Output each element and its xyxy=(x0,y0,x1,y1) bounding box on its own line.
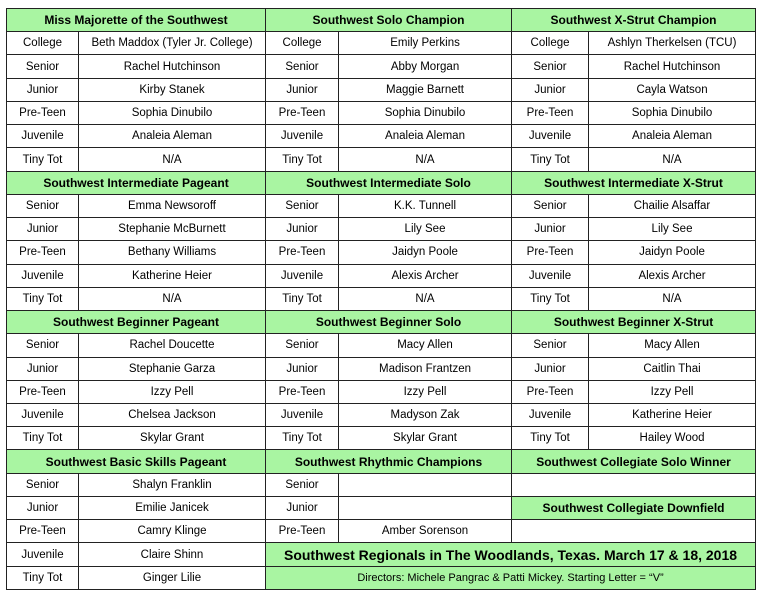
division-label: Junior xyxy=(7,78,79,101)
winner-name: Emma Newsoroff xyxy=(79,194,266,217)
winner-name: Rachel Doucette xyxy=(79,334,266,357)
winner-name: Chelsea Jackson xyxy=(79,403,266,426)
table-row xyxy=(7,78,756,101)
division-label: Junior xyxy=(266,357,339,380)
winner-name: Izzy Pell xyxy=(79,380,266,403)
division-label: Junior xyxy=(7,496,79,519)
division-label: Tiny Tot xyxy=(512,287,589,310)
winner-name: Camry Klinge xyxy=(79,520,266,543)
collegiate-downfield-cell xyxy=(512,520,756,543)
winner-name: Macy Allen xyxy=(589,334,756,357)
winner-name: Analeia Aleman xyxy=(589,125,756,148)
winner-name: Alexis Archer xyxy=(339,264,512,287)
winner-name: Jaidyn Poole xyxy=(339,241,512,264)
division-label: Senior xyxy=(266,473,339,496)
division-label: College xyxy=(512,32,589,55)
table-row xyxy=(7,148,756,171)
winner-name: K.K. Tunnell xyxy=(339,194,512,217)
division-label: Junior xyxy=(7,218,79,241)
winner-name: Hailey Wood xyxy=(589,427,756,450)
winner-name: N/A xyxy=(339,148,512,171)
division-label: Senior xyxy=(512,194,589,217)
division-label: Junior xyxy=(512,218,589,241)
division-label: Tiny Tot xyxy=(7,566,79,589)
division-label: Senior xyxy=(7,473,79,496)
winner-name: N/A xyxy=(79,287,266,310)
division-label: Senior xyxy=(266,334,339,357)
table-row xyxy=(7,264,756,287)
division-label: Juvenile xyxy=(512,264,589,287)
division-label: Junior xyxy=(266,496,339,519)
collegiate-solo-winner-cell xyxy=(512,473,756,496)
winner-name: Katherine Heier xyxy=(589,403,756,426)
division-label: Pre-Teen xyxy=(266,520,339,543)
category-title: Southwest Intermediate Pageant xyxy=(7,171,266,194)
category-title: Southwest Beginner Pageant xyxy=(7,311,266,334)
table-row xyxy=(7,566,756,589)
table-row xyxy=(7,543,756,566)
section-header-row xyxy=(7,9,756,32)
results-table-body xyxy=(7,9,756,590)
division-label: Senior xyxy=(266,194,339,217)
table-row xyxy=(7,32,756,55)
division-label: Juvenile xyxy=(7,543,79,566)
division-label: Junior xyxy=(7,357,79,380)
division-label: College xyxy=(7,32,79,55)
division-label: Pre-Teen xyxy=(512,241,589,264)
winner-name: Kirby Stanek xyxy=(79,78,266,101)
table-row xyxy=(7,287,756,310)
winner-name: Madyson Zak xyxy=(339,403,512,426)
division-label: Pre-Teen xyxy=(7,520,79,543)
winner-name xyxy=(339,473,512,496)
division-label: Tiny Tot xyxy=(7,287,79,310)
category-title: Southwest Collegiate Solo Winner xyxy=(512,450,756,473)
winner-name: Skylar Grant xyxy=(79,427,266,450)
division-label: Juvenile xyxy=(266,264,339,287)
division-label: Tiny Tot xyxy=(266,287,339,310)
winner-name: Katherine Heier xyxy=(79,264,266,287)
winner-name: N/A xyxy=(339,287,512,310)
table-row xyxy=(7,194,756,217)
category-title: Southwest Collegiate Downfield xyxy=(512,496,756,519)
division-label: Junior xyxy=(512,78,589,101)
division-label: Senior xyxy=(266,55,339,78)
winner-name: Macy Allen xyxy=(339,334,512,357)
winner-name: Sophia Dinubilo xyxy=(339,101,512,124)
category-title: Southwest Solo Champion xyxy=(266,9,512,32)
division-label: Senior xyxy=(7,334,79,357)
winner-name: Lily See xyxy=(589,218,756,241)
division-label: Juvenile xyxy=(7,125,79,148)
winner-name: N/A xyxy=(79,148,266,171)
winner-name: Cayla Watson xyxy=(589,78,756,101)
winner-name: Ginger Lilie xyxy=(79,566,266,589)
section-header-row xyxy=(7,311,756,334)
directors-note: Directors: Michele Pangrac & Patti Mickey. Starting Letter = “V” xyxy=(266,566,756,589)
winner-name: Izzy Pell xyxy=(589,380,756,403)
division-label: Junior xyxy=(266,78,339,101)
division-label: Pre-Teen xyxy=(7,380,79,403)
category-title: Southwest Beginner X-Strut xyxy=(512,311,756,334)
division-label: Tiny Tot xyxy=(266,148,339,171)
table-row xyxy=(7,357,756,380)
winner-name: Sophia Dinubilo xyxy=(589,101,756,124)
winner-name: Emily Perkins xyxy=(339,32,512,55)
division-label: Senior xyxy=(7,194,79,217)
section-header-row xyxy=(7,171,756,194)
event-banner: Southwest Regionals in The Woodlands, Texas. March 17 & 18, 2018 xyxy=(266,543,756,566)
division-label: Pre-Teen xyxy=(512,101,589,124)
winner-name: N/A xyxy=(589,148,756,171)
category-title: Southwest X-Strut Champion xyxy=(512,9,756,32)
table-row xyxy=(7,403,756,426)
winner-name: Chailie Alsaffar xyxy=(589,194,756,217)
winner-name: Lily See xyxy=(339,218,512,241)
division-label: Juvenile xyxy=(512,403,589,426)
winner-name: Ashlyn Therkelsen (TCU) xyxy=(589,32,756,55)
division-label: Pre-Teen xyxy=(266,101,339,124)
table-row xyxy=(7,380,756,403)
table-row xyxy=(7,496,756,519)
division-label: Senior xyxy=(7,55,79,78)
winner-name: Stephanie McBurnett xyxy=(79,218,266,241)
winner-name: Emilie Janicek xyxy=(79,496,266,519)
winner-name: Claire Shinn xyxy=(79,543,266,566)
table-row xyxy=(7,125,756,148)
division-label: Tiny Tot xyxy=(512,148,589,171)
category-title: Southwest Beginner Solo xyxy=(266,311,512,334)
table-row xyxy=(7,241,756,264)
winner-name: Sophia Dinubilo xyxy=(79,101,266,124)
division-label: Pre-Teen xyxy=(7,241,79,264)
winner-name: Rachel Hutchinson xyxy=(589,55,756,78)
winner-name: Beth Maddox (Tyler Jr. College) xyxy=(79,32,266,55)
division-label: Tiny Tot xyxy=(512,427,589,450)
category-title: Southwest Intermediate X-Strut xyxy=(512,171,756,194)
division-label: Senior xyxy=(512,334,589,357)
winner-name: Izzy Pell xyxy=(339,380,512,403)
table-row xyxy=(7,427,756,450)
winner-name: Shalyn Franklin xyxy=(79,473,266,496)
winner-name: Analeia Aleman xyxy=(79,125,266,148)
division-label: Tiny Tot xyxy=(7,148,79,171)
winner-name: Jaidyn Poole xyxy=(589,241,756,264)
winner-name xyxy=(339,496,512,519)
division-label: Junior xyxy=(266,218,339,241)
division-label: Juvenile xyxy=(266,403,339,426)
winner-name: N/A xyxy=(589,287,756,310)
table-row xyxy=(7,334,756,357)
category-title: Miss Majorette of the Southwest xyxy=(7,9,266,32)
division-label: Tiny Tot xyxy=(7,427,79,450)
table-row xyxy=(7,520,756,543)
division-label: Juvenile xyxy=(266,125,339,148)
winner-name: Skylar Grant xyxy=(339,427,512,450)
winner-name: Abby Morgan xyxy=(339,55,512,78)
table-row xyxy=(7,55,756,78)
division-label: Juvenile xyxy=(7,403,79,426)
winner-name: Bethany Williams xyxy=(79,241,266,264)
results-table xyxy=(6,8,756,590)
table-row xyxy=(7,473,756,496)
division-label: Pre-Teen xyxy=(266,380,339,403)
division-label: Senior xyxy=(512,55,589,78)
winner-name: Stephanie Garza xyxy=(79,357,266,380)
winner-name: Analeia Aleman xyxy=(339,125,512,148)
division-label: Juvenile xyxy=(7,264,79,287)
division-label: Pre-Teen xyxy=(7,101,79,124)
winner-name: Caitlin Thai xyxy=(589,357,756,380)
division-label: Tiny Tot xyxy=(266,427,339,450)
division-label: Pre-Teen xyxy=(266,241,339,264)
division-label: Junior xyxy=(512,357,589,380)
winner-name: Rachel Hutchinson xyxy=(79,55,266,78)
winner-name: Amber Sorenson xyxy=(339,520,512,543)
division-label: Juvenile xyxy=(512,125,589,148)
table-row xyxy=(7,218,756,241)
category-title: Southwest Rhythmic Champions xyxy=(266,450,512,473)
winner-name: Alexis Archer xyxy=(589,264,756,287)
division-label: College xyxy=(266,32,339,55)
section-header-row xyxy=(7,450,756,473)
category-title: Southwest Intermediate Solo xyxy=(266,171,512,194)
table-row xyxy=(7,101,756,124)
division-label: Pre-Teen xyxy=(512,380,589,403)
winner-name: Maggie Barnett xyxy=(339,78,512,101)
category-title: Southwest Basic Skills Pageant xyxy=(7,450,266,473)
winner-name: Madison Frantzen xyxy=(339,357,512,380)
